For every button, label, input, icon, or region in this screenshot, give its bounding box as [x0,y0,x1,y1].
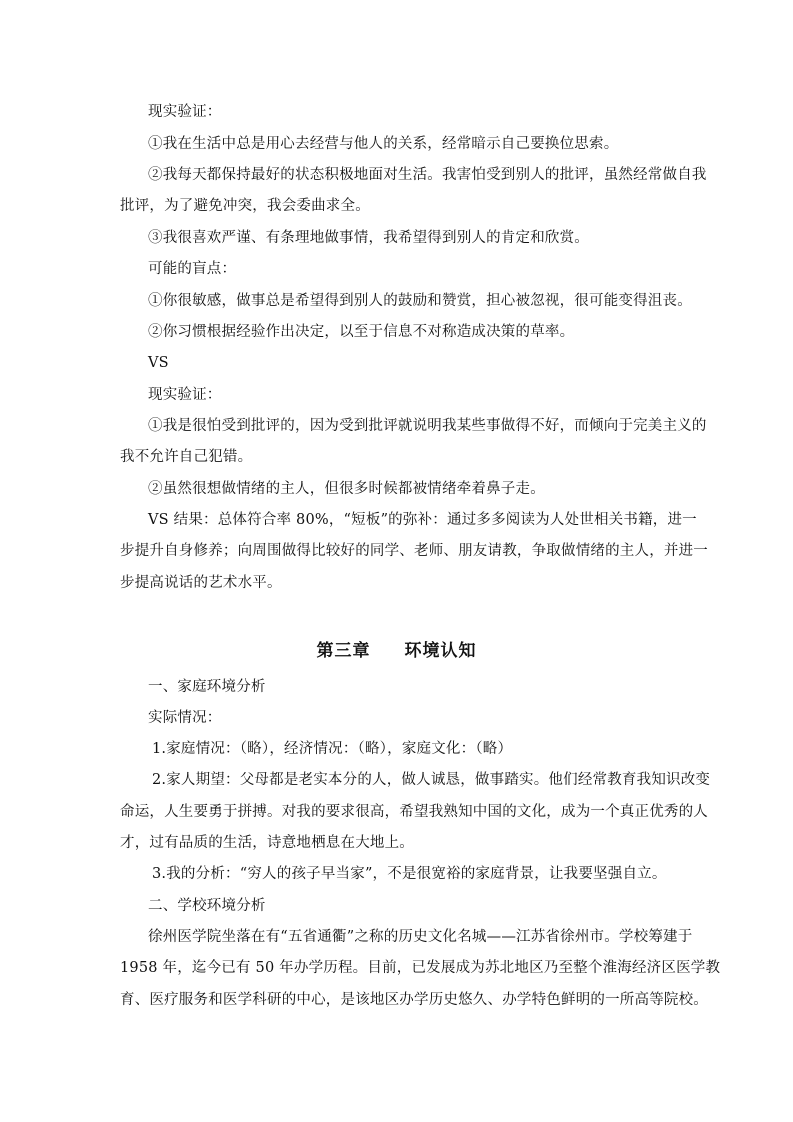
vs-result-line-1: VS 结果：总体符合率 80%，“短板”的弥补：通过多多阅读为人处世相关书籍，进一 [148,512,697,528]
school-environment-heading: 二、学校环境分析 [148,898,266,914]
family-item-2-line-1: 2.家人期望：父母都是老实本分的人，做人诚恳，做事踏实。他们经常教育我知识改变 [152,772,711,788]
family-environment-heading: 一、家庭环境分析 [148,679,266,695]
chapter-number: 第三章 [316,641,371,661]
reality-item-2-line-2: 批评，为了避免冲突，我会委曲求全。 [120,198,370,214]
blind-spot-item-1: ①你很敏感，做事总是希望得到别人的鼓励和赞赏，担心被忽视，很可能变得沮丧。 [148,293,692,309]
reality-item-2-line-1: ②我每天都保持最好的状态积极地面对生活。我害怕受到别人的批评，虽然经常做自我 [148,167,707,183]
blind-spot-item-2: ②你习惯根据经验作出决定，以至于信息不对称造成决策的草率。 [148,324,575,340]
reality2-item-1-line-2: 我不允许自己犯错。 [120,449,253,465]
reality-check-label: 现实验证： [148,104,222,120]
reality-check-label-2: 现实验证： [148,387,222,403]
reality2-item-1-line-1: ①我是很怕受到批评的，因为受到批评就说明我某些事做得不好，而倾向于完美主义的 [148,418,707,434]
family-item-2-line-3: 才，过有品质的生活，诗意地栖息在大地上。 [120,835,414,851]
blind-spot-label: 可能的盲点： [148,261,237,277]
school-paragraph-line-1: 徐州医学院坐落在有“五省通衢”之称的历史文化名城——江苏省徐州市。学校筹建于 [148,929,693,945]
actual-situation-label: 实际情况： [148,710,222,726]
reality-item-3: ③我很喜欢严谨、有条理地做事情，我希望得到别人的肯定和欣赏。 [148,230,589,246]
vs-label: VS [148,355,169,371]
reality-item-1: ①我在生活中总是用心去经营与他人的关系，经常暗示自己要换位思索。 [148,136,619,152]
vs-result-line-2: 步提升自身修养；向周围做得比较好的同学、老师、朋友请教，争取做情绪的主人，并进一 [120,543,708,559]
reality2-item-2: ②虽然很想做情绪的主人，但很多时候都被情绪牵着鼻子走。 [148,481,545,497]
chapter-heading [0,636,793,661]
school-paragraph-line-2: 1958 年，迄今已有 50 年办学历程。目前，已发展成为苏北地区乃至整个淮海经济区医学教 [120,960,721,976]
family-item-2-line-2: 命运，人生要勇于拼搏。对我的要求很高，希望我熟知中国的文化，成为一个真正优秀的人 [120,804,708,820]
family-item-3: 3.我的分析：“穷人的孩子早当家”，不是很宽裕的家庭背景，让我要坚强自立。 [152,866,667,882]
chapter-title: 环境认知 [404,641,477,661]
vs-result-line-3: 步提高说话的艺术水平。 [120,575,282,591]
family-item-1: 1.家庭情况：（略），经济情况：（略），家庭文化：（略） [152,741,513,757]
school-paragraph-line-3: 育、医疗服务和医学科研的中心，是该地区办学历史悠久、办学特色鲜明的一所高等院校。 [120,992,708,1008]
